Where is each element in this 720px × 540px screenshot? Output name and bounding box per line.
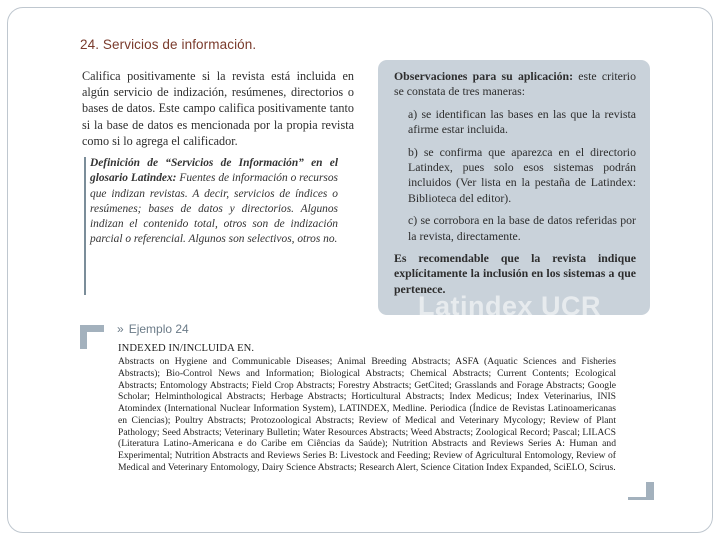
observations-closing: Es recomendable que la revista indique explícitamente la inclusión en los sistemas a que pertenece. [394,251,636,296]
example-label [117,322,189,336]
observations-text [394,69,636,304]
corner-bracket-bottom-right [628,482,654,500]
definition-paragraph [90,156,338,248]
chevron-icon: » [117,322,124,336]
observation-item-c: c) se corrobora en la base de datos referidas por la revista, directamente. [408,213,636,243]
observations-panel [378,60,650,315]
observations-lead-rest: este criterio se constata de tres maneras: [394,69,636,99]
corner-bracket-top-left [80,325,104,349]
indexed-title: INDEXED IN/INCLUIDA EN. [118,343,255,354]
definition-lead: Definición de “Servicios de Información” en el glosario Latindex: [90,157,338,185]
observation-item-b: b) se confirma que aparezca en el directorio Latindex, pues solo esos sistemas podrán incluidos (Ver lista en la pestaña de Latindex: Biblioteca del editor). [408,144,636,205]
definition-rule [84,157,86,295]
observations-intro [394,69,636,100]
intro-paragraph: Califica positivamente si la revista está incluida en algún servicio de indización, resúmenes, directorios o bases de datos. Este campo califica positivamente tanto si la base de datos es mencionada por la propia revista como si lo agrega el calificador. [82,69,354,148]
observations-lead: Observaciones para su aplicación: [394,69,574,83]
definition-body: Fuentes de información o recursos que indizan revistas. A decir, servicios de índices o resúmenes; bases de datos y directorios. Algunos indizan el contenido total, otros son de indización parcial o referencial. Algunos son selectivos, otros no. [90,172,338,246]
observation-item-a: a) se identifican las bases en las que la revista afirme estar incluida. [408,106,636,137]
indexed-body: Abstracts on Hygiene and Communicable Diseases; Animal Breeding Abstracts; ASFA (Aquatic Sciences and Fisheries Abstracts); Bio-Control News and Information; Biological Abstracts; Chemical Abstracts; Current Contents; Ecological Abstracts; Entomology Abstracts; Field Crop Abstracts; Forestry Abstracts; GetCited; Grasslands and Forage Abstracts; Google Scholar; Helminthological Abstracts; Herbage Abstracts; Horticultural Abstracts; Index Medicus; Index Veterinarius, INIS Atomindex (International Nuclear Information System), LATINDEX, Medline. Periodica (Índice de Revistas Latinoamericanas en Ciencias); Poultry Abstracts; Protozoological Abstracts; Review of Medical and Veterinary Mycology; Review of Plant Pathology; Seed Abstracts; Veterinary Bulletin; Water Resources Abstracts; Weed Abstracts; Zoological Record; Pascal; LILACS (Literatura Latino-Americana e do Caribe em Ciências da Saúde); Nutrition Abstracts and Reviews Series A: Human and Experimental; Nutrition Abstracts and Reviews Series B: Livestock and Feeding; Review of Agricultural Entomology, Review of Medical and Veterinary Entomology, Dairy Science Abstracts; Research Alert, Science Citation Index Expanded, SciELO, Scirus. [118,356,616,473]
example-label-text: Ejemplo 24 [128,322,189,336]
section-heading: 24. Servicios de información. [80,37,257,52]
watermark: Latindex UCR [418,291,602,315]
